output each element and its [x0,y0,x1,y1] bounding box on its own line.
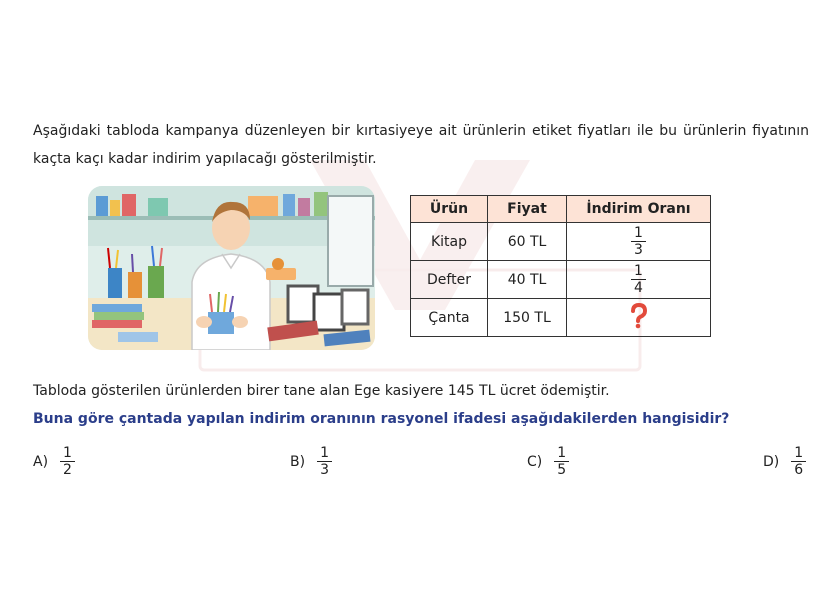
option-letter: D) [763,453,780,470]
fraction-denominator: 6 [794,462,804,478]
option-letter: B) [290,453,306,470]
discount-cell [567,261,711,299]
table-row [411,299,711,337]
product-cell: Defter [411,261,488,299]
fraction-numerator: 1 [60,445,75,462]
option-letter: C) [527,453,543,470]
option-d[interactable] [763,445,806,478]
option-a[interactable] [33,445,75,478]
option-fraction [60,445,75,478]
fraction-denominator: 5 [557,462,567,478]
intro-paragraph: Aşağıdaki tabloda kampanya düzenleyen bir kırtasiyeye ait ürünlerin etiket fiyatları ile bu ürünlerin fiyatının kaçta kaçı kadar indirim yapılacağı gösterilmiştir. [33,123,809,167]
product-cell: Kitap [411,223,488,261]
fraction-numerator: 1 [631,225,646,242]
table-header-row [411,196,711,223]
option-fraction [554,445,569,478]
option-fraction [791,445,806,478]
discount-fraction [631,225,646,258]
price-cell: 150 TL [488,299,567,337]
price-cell: 60 TL [488,223,567,261]
info-text: Tabloda gösterilen ürünlerden birer tane alan Ege kasiyere 145 TL ücret ödemiştir. [33,383,610,399]
table-row [411,261,711,299]
option-letter: A) [33,453,49,470]
fraction-numerator: 1 [631,263,646,280]
discount-cell [567,299,711,337]
column-header-discount: İndirim Oranı [567,196,711,223]
option-c[interactable] [527,445,569,478]
fraction-denominator: 2 [63,462,72,478]
discount-cell [567,223,711,261]
fraction-numerator: 1 [554,445,569,462]
column-header-price: Fiyat [488,196,567,223]
fraction-denominator: 4 [634,280,643,296]
price-table [410,195,711,337]
fraction-numerator: 1 [791,445,806,462]
stationery-shop-illustration [88,186,375,350]
fraction-numerator: 1 [317,445,332,462]
table-row [411,223,711,261]
question-text: Buna göre çantada yapılan indirim oranının rasyonel ifadesi aşağıdakilerden hangisidir? [33,411,730,427]
discount-fraction [631,263,646,296]
product-cell: Çanta [411,299,488,337]
fraction-denominator: 3 [320,462,329,478]
price-cell: 40 TL [488,261,567,299]
fraction-denominator: 3 [634,242,643,258]
option-fraction [317,445,332,478]
column-header-product: Ürün [411,196,488,223]
question-mark-icon [630,303,648,329]
option-b[interactable] [290,445,332,478]
